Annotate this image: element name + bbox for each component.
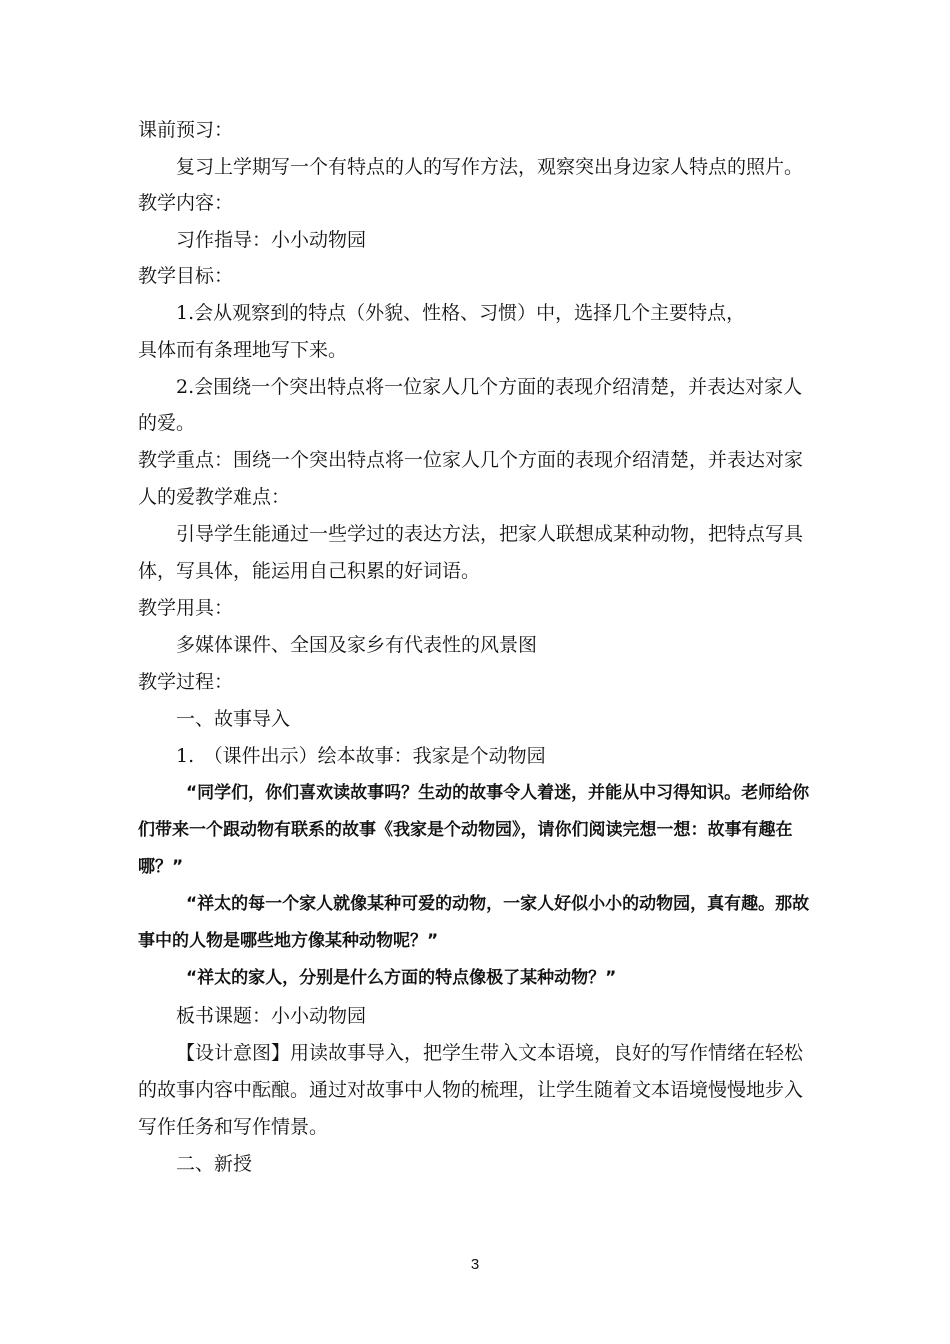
heading-tools: 教学用具： [138,597,234,619]
paragraph-line: 多媒体课件、全国及家乡有代表性的风景图 [176,634,538,656]
paragraph-line: 写作任务和写作情景。 [138,1116,329,1138]
quote-line: “祥太的家人，分别是什么方面的特点像极了某种动物？” [186,968,617,988]
heading-content: 教学内容： [138,192,234,214]
quote-line: 事中的人物是哪些地方像某种动物呢？” [138,931,439,951]
heading-process: 教学过程： [138,671,234,693]
paragraph-line: 的爱。 [138,412,196,434]
section-heading: 一、故事导入 [176,708,291,730]
paragraph-line: 2.会围绕一个突出特点将一位家人几个方面的表现介绍清楚，并表达对家人 [176,376,803,398]
paragraph-line: 1.会从观察到的特点（外貌、性格、习惯）中，选择几个主要特点， [176,302,746,324]
paragraph-line: 人的爱教学难点： [138,486,291,508]
list-item: 1. （课件出示）绘本故事：我家是个动物园 [176,745,546,767]
paragraph-line: 引导学生能通过一些学过的表达方法，把家人联想成某种动物，把特点写具 [176,523,804,545]
paragraph-line: 具体而有条理地写下来。 [138,339,348,361]
design-intent-line: 【设计意图】用读故事导入，把学生带入文本语境，良好的写作情绪在轻松 [176,1042,804,1064]
paragraph-line: 的故事内容中酝酿。通过对故事中人物的梳理，让学生随着文本语境慢慢地步入 [138,1079,804,1101]
paragraph-line: 复习上学期写一个有特点的人的写作方法，观察突出身边家人特点的照片。 [176,156,804,178]
heading-preview: 课前预习： [138,119,234,141]
paragraph-line: 体，写具体，能运用自己积累的好词语。 [138,560,481,582]
quote-line: “祥太的每一个家人就像某种可爱的动物，一家人好似小小的动物园，真有趣。那故 [186,894,810,914]
paragraph-line: 板书课题：小小动物园 [176,1005,367,1027]
heading-key-points: 教学重点：围绕一个突出特点将一位家人几个方面的表现介绍清楚，并表达对家 [138,449,804,471]
section-heading: 二、新授 [176,1153,253,1175]
quote-line: 哪？” [138,857,184,877]
quote-line: 们带来一个跟动物有联系的故事《我家是个动物园》，请你们阅读完想一想：故事有趣在 [138,820,793,840]
paragraph-line: 习作指导：小小动物园 [176,229,367,251]
quote-line: “同学们，你们喜欢读故事吗？生动的故事令人着迷，并能从中习得知识。老师给你 [186,783,810,803]
page-number: 3 [470,1256,480,1273]
heading-objectives: 教学目标： [138,265,234,287]
